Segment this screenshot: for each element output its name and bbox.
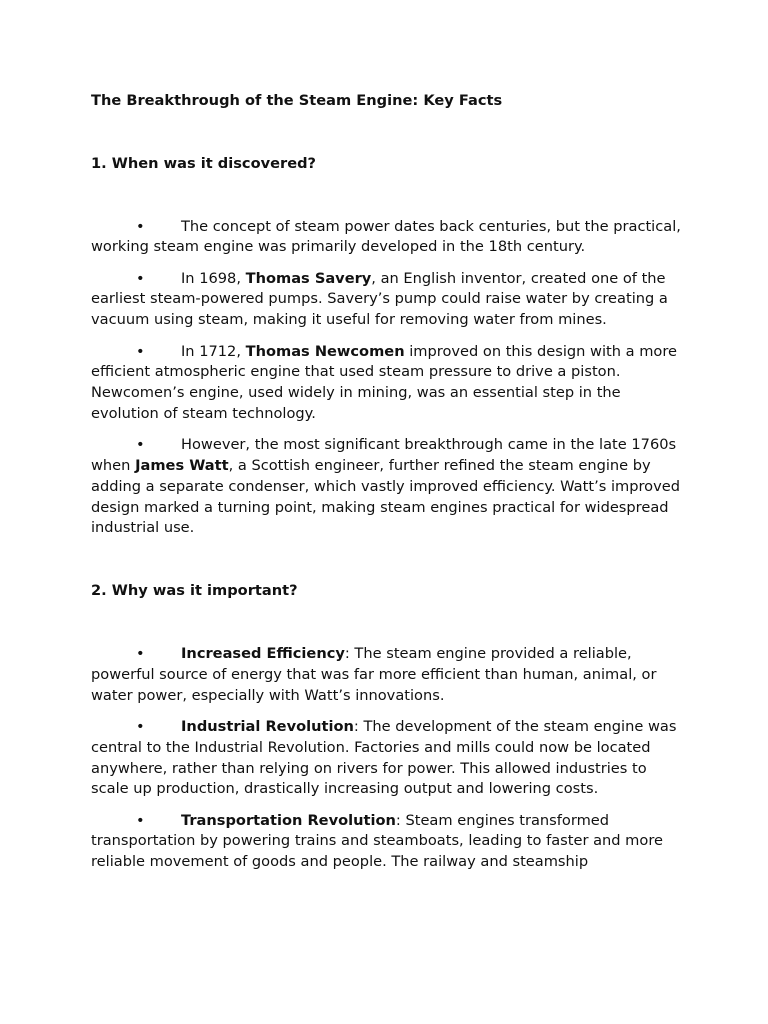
bullet-text: , an English inventor, created one of the earliest steam-powered pumps. Savery’s pump could raise water by creating a vacuum using steam, making it useful for removing water from mines.: [91, 269, 668, 329]
bullet-text-bold: Industrial Revolution: [181, 717, 354, 735]
bullet-text: In 1712,: [181, 342, 246, 360]
bullet-item: [91, 217, 681, 259]
bullet-item: [91, 644, 681, 706]
section-when-discovered: [91, 154, 681, 539]
bullet-icon: •: [136, 717, 145, 735]
bullet-text-bold: Increased Efficiency: [181, 645, 345, 663]
bullet-text: : The development of the steam engine was central to the Industrial Revolution. Factories and mills could now be located anywhere, rather than relying on rivers for power. This allowed industries to scale up production, drastically increasing output and lowering costs.: [91, 717, 677, 798]
bullet-icon: •: [136, 269, 145, 287]
bullet-text: In 1698,: [181, 269, 246, 287]
section-heading: 2. Why was it important?: [91, 582, 298, 600]
bullet-icon: •: [136, 645, 145, 663]
bullet-item: [91, 811, 681, 873]
bullet-text: , a Scottish engineer, further refined the steam engine by adding a separate condenser, which vastly improved efficiency. Watt’s improved design marked a turning point, making steam engines practical for widespread industrial use.: [91, 457, 680, 537]
bullet-text: The concept of steam power dates back centuries, but the practical, working steam engine was primarily developed in the 18th century.: [91, 217, 681, 256]
bullet-item: [91, 269, 681, 331]
bullet-text: However, the most significant breakthrough came in the late 1760s when: [91, 436, 677, 475]
bullet-text: improved on this design with a more efficient atmospheric engine that used steam pressure to drive a piston. Newcomen’s engine, used widely in mining, was an essential step in the evolution of steam technology.: [91, 342, 678, 422]
bullet-text-bold: Thomas Savery: [245, 269, 372, 287]
bullet-icon: •: [136, 811, 145, 829]
bullet-item: [91, 717, 681, 800]
bullet-text-bold: Thomas Newcomen: [245, 342, 405, 360]
section-why-important: [91, 581, 681, 873]
bullet-text-bold: Transportation Revolution: [181, 811, 396, 829]
document-body: [91, 91, 681, 884]
bullet-icon: •: [136, 342, 145, 360]
document-title: The Breakthrough of the Steam Engine: Key Facts: [91, 92, 503, 109]
bullet-text-bold: James Watt: [135, 457, 229, 475]
bullet-icon: •: [136, 217, 145, 235]
bullet-item: [91, 435, 681, 539]
bullet-text: : The steam engine provided a reliable, powerful source of energy that was far more efficient than human, animal, or water power, especially with Watt’s innovations.: [91, 645, 657, 704]
bullet-list: [91, 217, 681, 540]
bullet-icon: •: [136, 436, 145, 454]
bullet-list: [91, 644, 681, 873]
bullet-item: [91, 342, 681, 425]
bullet-text: : Steam engines transformed transportation by powering trains and steamboats, leading to faster and more reliable movement of goods and people. The railway and steamship: [91, 811, 663, 871]
section-heading: 1. When was it discovered?: [91, 154, 317, 172]
